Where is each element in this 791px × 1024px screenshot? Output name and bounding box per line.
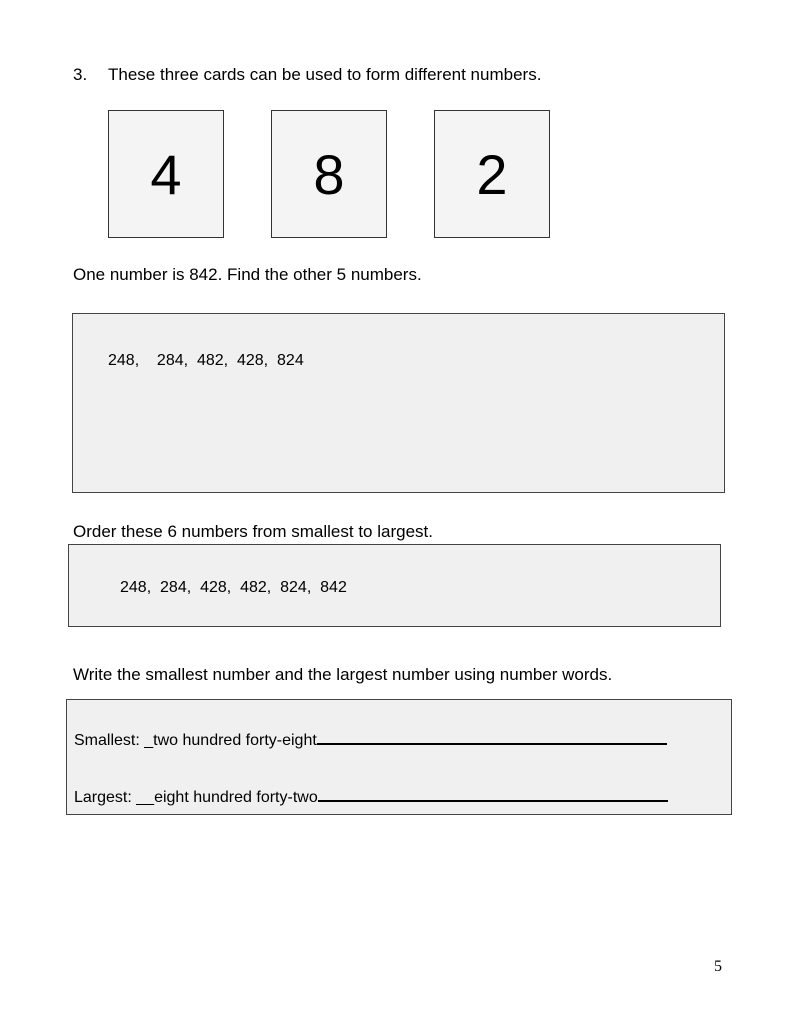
number-card-3 xyxy=(434,110,550,238)
part2-answer: 248, 284, 428, 482, 824, 842 xyxy=(120,579,347,596)
part2-prompt: Order these 6 numbers from smallest to largest. xyxy=(73,522,433,541)
number-card-1 xyxy=(108,110,224,238)
smallest-blank-line xyxy=(317,743,667,745)
card-digit: 8 xyxy=(313,142,345,206)
smallest-label: Smallest: xyxy=(74,732,145,749)
page-number: 5 xyxy=(714,958,722,975)
part2-answer-box[interactable] xyxy=(68,544,721,627)
card-digit: 2 xyxy=(476,142,508,206)
question-prompt: These three cards can be used to form different numbers. xyxy=(108,65,542,84)
part3-answer-box[interactable] xyxy=(66,699,732,815)
largest-label: Largest: xyxy=(74,789,137,806)
question-number: 3. xyxy=(73,65,88,84)
part1-answer: 248, 284, 482, 428, 824 xyxy=(108,352,304,369)
largest-line xyxy=(74,789,668,807)
card-digit: 4 xyxy=(150,142,182,206)
smallest-line xyxy=(74,732,667,750)
part3-prompt: Write the smallest number and the largest number using number words. xyxy=(73,665,613,684)
part1-answer-box[interactable] xyxy=(72,313,725,493)
smallest-value[interactable]: _two hundred forty-eight xyxy=(144,732,317,749)
largest-blank-line xyxy=(318,800,668,802)
part1-prompt: One number is 842. Find the other 5 numbers. xyxy=(73,265,422,284)
largest-value[interactable]: __eight hundred forty-two xyxy=(136,789,318,806)
number-card-2 xyxy=(271,110,387,238)
